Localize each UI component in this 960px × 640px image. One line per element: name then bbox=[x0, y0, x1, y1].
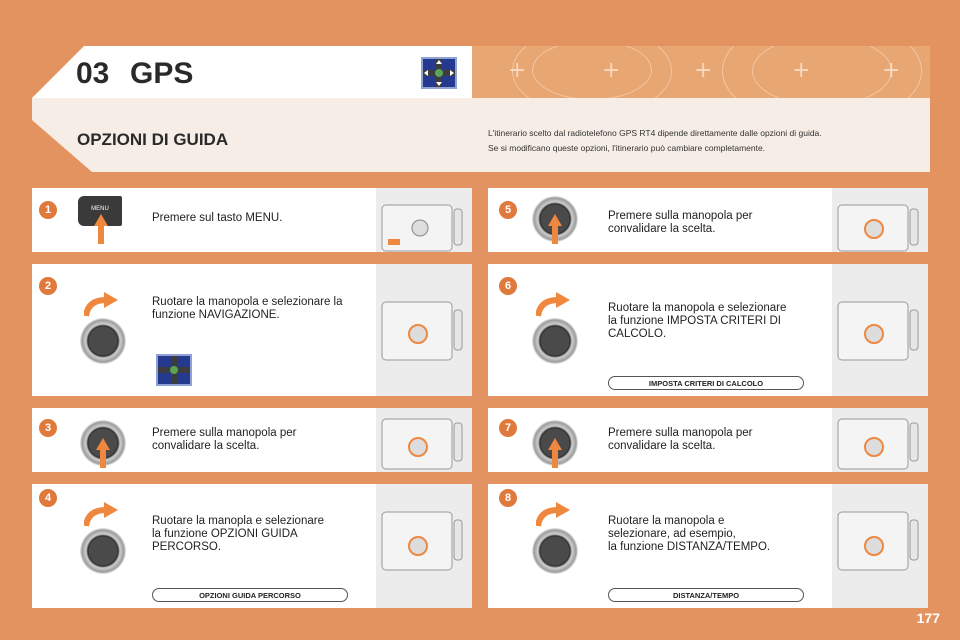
step-text-4: Ruotare la manopla e selezionare la funzione OPZIONI GUIDA PERCORSO. bbox=[152, 515, 324, 553]
header-map-decoration: + + + + + bbox=[472, 46, 930, 98]
rotate-arrow-icon bbox=[536, 292, 570, 318]
arrow-up-icon bbox=[548, 214, 562, 244]
radio-control-panel-illustration bbox=[380, 190, 464, 260]
section-title: OPZIONI DI GUIDA bbox=[77, 130, 229, 149]
step-text-1: Premere sul tasto MENU. bbox=[152, 212, 283, 224]
radio-control-panel-illustration bbox=[836, 408, 920, 478]
chapter-title: GPS bbox=[130, 57, 194, 90]
arrow-up-icon bbox=[94, 214, 108, 244]
rotate-arrow-icon bbox=[84, 292, 118, 318]
step-text-8: Ruotare la manopola e selezionare, ad esempio, la funzione DISTANZA/TEMPO. bbox=[608, 515, 771, 553]
option-label-distanza-tempo: DISTANZA/TEMPO bbox=[608, 588, 804, 602]
step-text-3: Premere sulla manopola per convalidare la scelta. bbox=[152, 427, 297, 452]
step-number-6: 6 bbox=[498, 276, 518, 296]
intro-text bbox=[488, 126, 918, 156]
step-text-2: Ruotare la manopola e selezionare la funzione NAVIGAZIONE. bbox=[152, 296, 343, 321]
radio-control-panel-illustration bbox=[836, 294, 920, 364]
radio-control-panel-illustration bbox=[380, 408, 464, 478]
rotate-arrow-icon bbox=[84, 502, 118, 528]
gps-crossroad-icon bbox=[421, 57, 457, 89]
navigation-icon bbox=[156, 354, 192, 386]
step-number-4: 4 bbox=[38, 488, 58, 508]
knob-icon bbox=[532, 528, 578, 574]
radio-control-panel-illustration bbox=[836, 504, 920, 574]
radio-control-panel-illustration bbox=[380, 504, 464, 574]
step-number-2: 2 bbox=[38, 276, 58, 296]
arrow-up-icon bbox=[548, 438, 562, 468]
step-number-3: 3 bbox=[38, 418, 58, 438]
menu-button-icon: MENU bbox=[78, 196, 122, 226]
page-number: 177 bbox=[916, 610, 940, 626]
radio-control-panel-illustration bbox=[836, 190, 920, 260]
option-label-imposta-criteri: IMPOSTA CRITERI DI CALCOLO bbox=[608, 376, 804, 390]
knob-icon bbox=[532, 318, 578, 364]
knob-icon bbox=[80, 528, 126, 574]
intro-line-1: L'itinerario scelto dal radiotelefono GPS RT4 dipende direttamente dalle opzioni di guida. bbox=[488, 128, 822, 138]
arrow-up-icon bbox=[96, 438, 110, 468]
step-text-6: Ruotare la manopola e selezionare la funzione IMPOSTA CRITERI DI CALCOLO. bbox=[608, 302, 787, 340]
radio-control-panel-illustration bbox=[380, 294, 464, 364]
chapter-number: 03 bbox=[76, 57, 110, 90]
step-text-7: Premere sulla manopola per convalidare la scelta. bbox=[608, 427, 753, 452]
step-number-7: 7 bbox=[498, 418, 518, 438]
step-number-1: 1 bbox=[38, 200, 58, 220]
step-number-8: 8 bbox=[498, 488, 518, 508]
rotate-arrow-icon bbox=[536, 502, 570, 528]
step-text-5: Premere sulla manopola per convalidare la scelta. bbox=[608, 210, 753, 235]
knob-icon bbox=[80, 318, 126, 364]
option-label-opzioni-guida-percorso: OPZIONI GUIDA PERCORSO bbox=[152, 588, 348, 602]
step-number-5: 5 bbox=[498, 200, 518, 220]
intro-line-2: Se si modificano queste opzioni, l'itinerario può cambiare completamente. bbox=[488, 143, 766, 153]
